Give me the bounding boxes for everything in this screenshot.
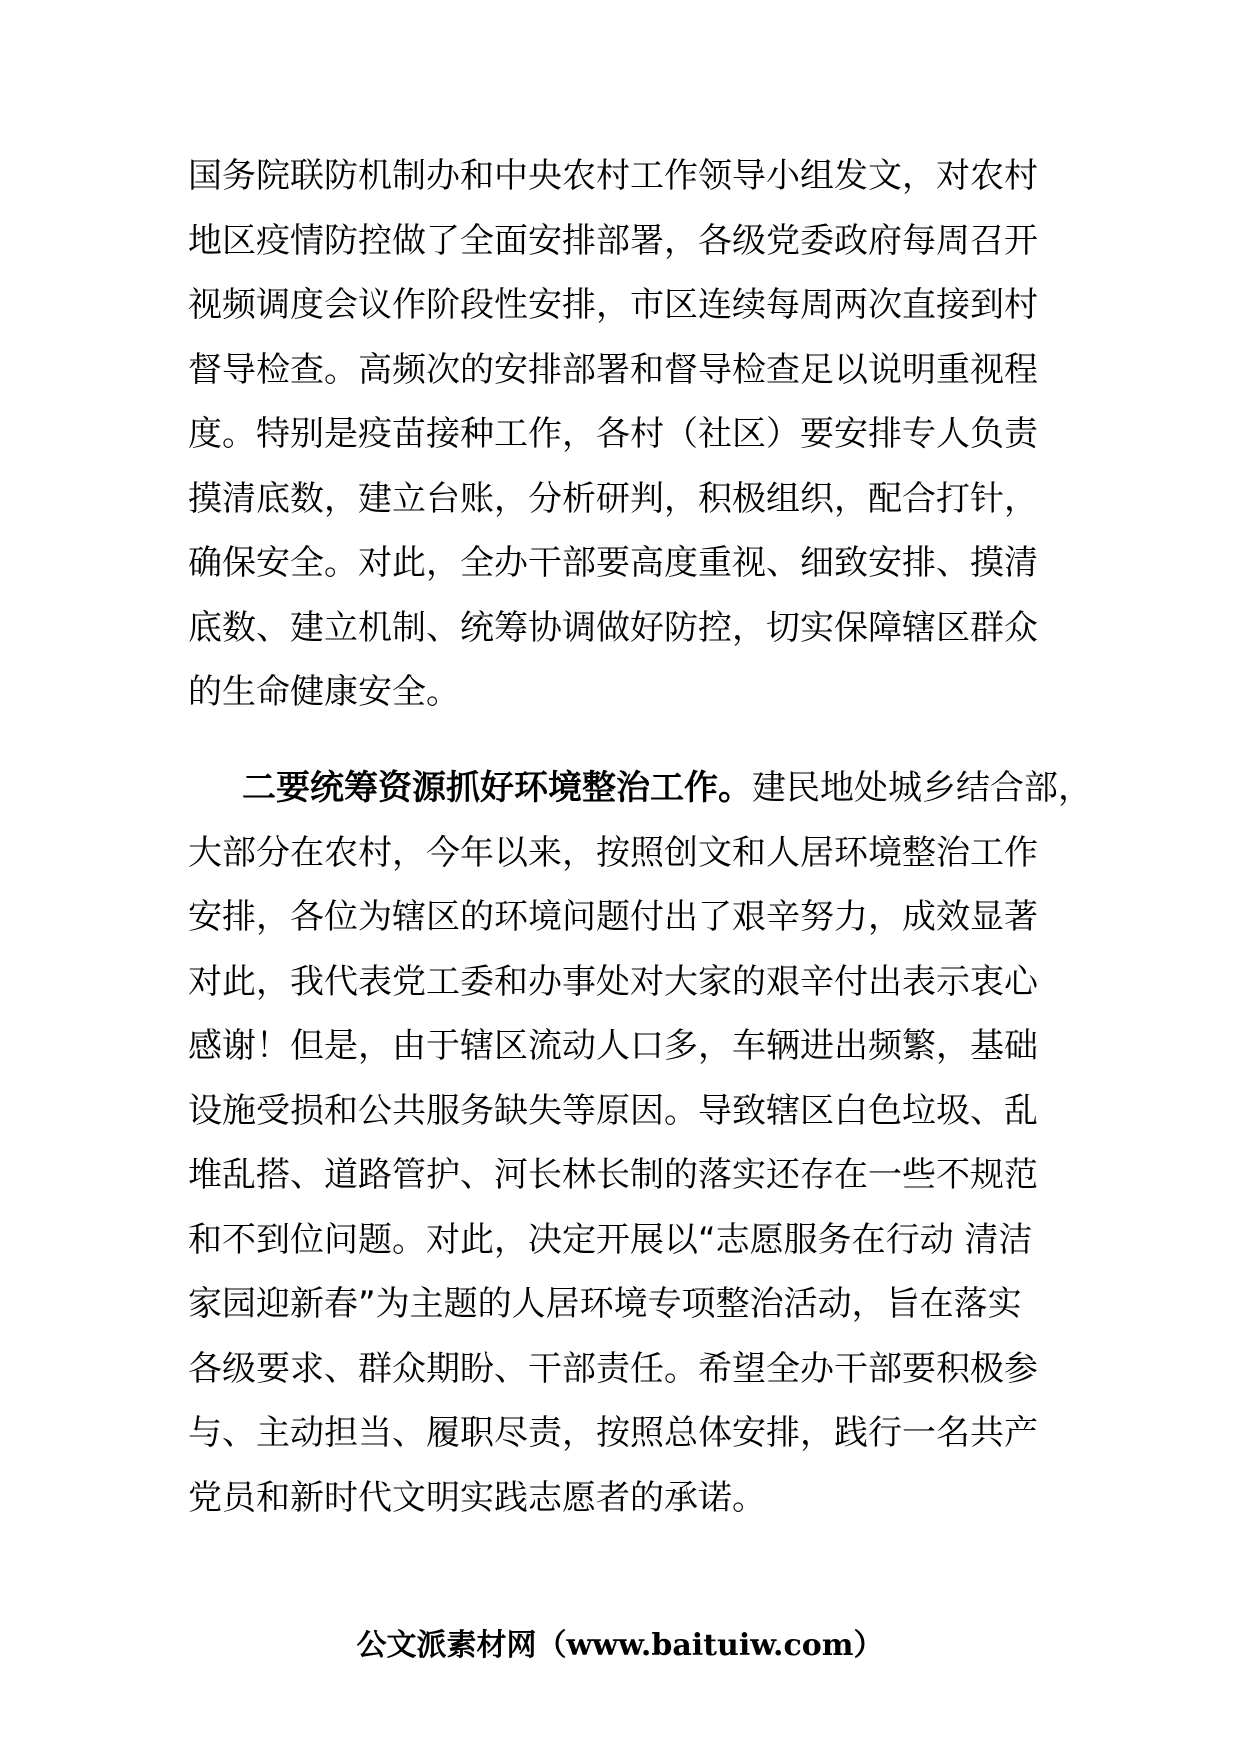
paragraph-1-line: 底数、建立机制、统筹协调做好防控，切实保障辖区群众	[188, 607, 1038, 648]
paragraph-2-line: 大部分在农村，今年以来，按照创文和人居环境整治工作	[188, 832, 1038, 873]
paragraph-2-first-line-text: 建民地处城乡结合部，	[752, 768, 1092, 808]
paragraph-1-line: 督导检查。高频次的安排部署和督导检查足以说明重视程	[188, 349, 1038, 390]
paragraph-2-line: 党员和新时代文明实践志愿者的承诺。	[188, 1477, 766, 1518]
paragraph-2-line: 和不到位问题。对此，决定开展以“志愿服务在行动 清洁	[188, 1219, 1033, 1260]
paragraph-2-heading: 二要统筹资源抓好环境整治工作。	[242, 768, 752, 808]
paragraph-2-line: 感谢！但是，由于辖区流动人口多，车辆进出频繁，基础	[188, 1026, 1038, 1066]
paragraph-2-line: 对此，我代表党工委和办事处对大家的艰辛付出表示衷心	[188, 961, 1038, 1002]
paragraph-1-line: 视频调度会议作阶段性安排，市区连续每周两次直接到村	[188, 285, 1038, 325]
paragraph-1-line: 度。特别是疫苗接种工作，各村（社区）要安排专人负责	[188, 414, 1038, 454]
paragraph-2	[188, 756, 1092, 1530]
paragraph-2-line: 与、主动担当、履职尽责，按照总体安排，践行一名共产	[188, 1413, 1038, 1453]
paragraph-2-line: 堆乱搭、道路管护、河长林长制的落实还存在一些不规范	[188, 1155, 1038, 1195]
paragraph-1-line: 摸清底数，建立台账，分析研判，积极组织，配合打针，	[188, 478, 1038, 519]
paragraph-2-line: 安排，各位为辖区的环境问题付出了艰辛努力，成效显著	[188, 897, 1038, 937]
footer-source: 公文派素材网（www.baituiw.com）	[356, 1628, 884, 1663]
paragraph-2-first-line	[188, 756, 1092, 821]
paragraph-1-line: 的生命健康安全。	[188, 672, 460, 712]
paragraph-2-line: 家园迎新春”为主题的人居环境专项整治活动，旨在落实	[188, 1284, 1022, 1324]
paragraph-1-line: 地区疫情防控做了全面安排部署，各级党委政府每周召开	[188, 220, 1038, 261]
paragraph-1-line: 国务院联防机制办和中央农村工作领导小组发文，对农村	[188, 156, 1038, 196]
paragraph-1	[188, 144, 1058, 725]
paragraph-2-line: 各级要求、群众期盼、干部责任。希望全办干部要积极参	[188, 1348, 1038, 1389]
paragraph-1-line: 确保安全。对此，全办干部要高度重视、细致安排、摸清	[188, 543, 1038, 583]
paragraph-2-line: 设施受损和公共服务缺失等原因。导致辖区白色垃圾、乱	[188, 1090, 1038, 1131]
